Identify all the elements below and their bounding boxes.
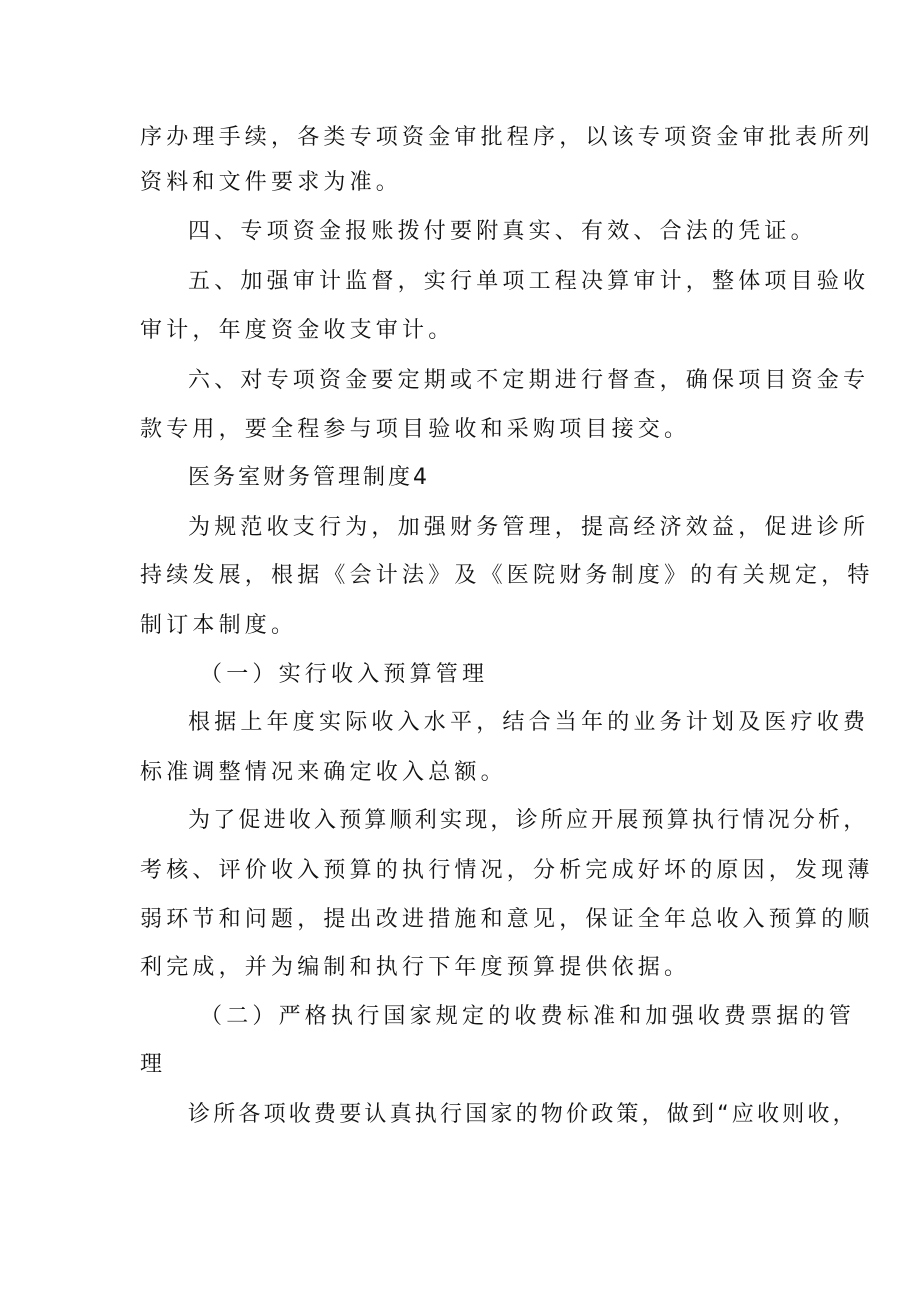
text-line-16: 考核、评价收入预算的执行情况，分析完成好坏的原因，发现薄: [140, 858, 874, 883]
text-line-20: 理: [140, 1052, 167, 1077]
text-line-17: 弱环节和问题，提出改进措施和意见，保证全年总收入预算的顺: [140, 907, 874, 932]
text-line-11: 制订本制度。: [140, 613, 298, 638]
text-line-21: 诊所各项收费要认真执行国家的物价政策，做到“应收则收，: [188, 1102, 858, 1127]
text-line-13: 根据上年度实际收入水平，结合当年的业务计划及医疗收费: [188, 710, 870, 735]
text-line-6: 六、对专项资金要定期或不定期进行督查，确保项目资金专: [188, 368, 870, 393]
text-line-2: 资料和文件要求为准。: [140, 170, 403, 195]
subheading-1: （一）实行收入预算管理: [200, 662, 489, 687]
text-line-1: 序办理手续，各类专项资金审批程序，以该专项资金审批表所列: [140, 125, 874, 150]
section-heading-4: 医务室财务管理制度4: [188, 465, 430, 490]
subheading-2: （二）严格执行国家规定的收费标准和加强收费票据的管: [200, 1004, 856, 1029]
text-line-3: 四、专项资金报账拨付要附真实、有效、合法的凭证。: [188, 219, 817, 244]
text-line-14: 标准调整情况来确定收入总额。: [140, 760, 507, 785]
text-line-9: 为规范收支行为，加强财务管理，提高经济效益，促进诊所: [188, 515, 870, 540]
text-line-5: 审计，年度资金收支审计。: [140, 318, 455, 343]
text-line-18: 利完成，并为编制和执行下年度预算提供依据。: [140, 955, 691, 980]
text-line-15: 为了促进收入预算顺利实现，诊所应开展预算执行情况分析，: [188, 808, 869, 833]
text-line-4: 五、加强审计监督，实行单项工程决算审计，整体项目验收: [188, 269, 870, 294]
text-line-10: 持续发展，根据《会计法》及《医院财务制度》的有关规定，特: [140, 563, 874, 588]
text-line-7: 款专用，要全程参与项目验收和采购项目接交。: [140, 417, 691, 442]
